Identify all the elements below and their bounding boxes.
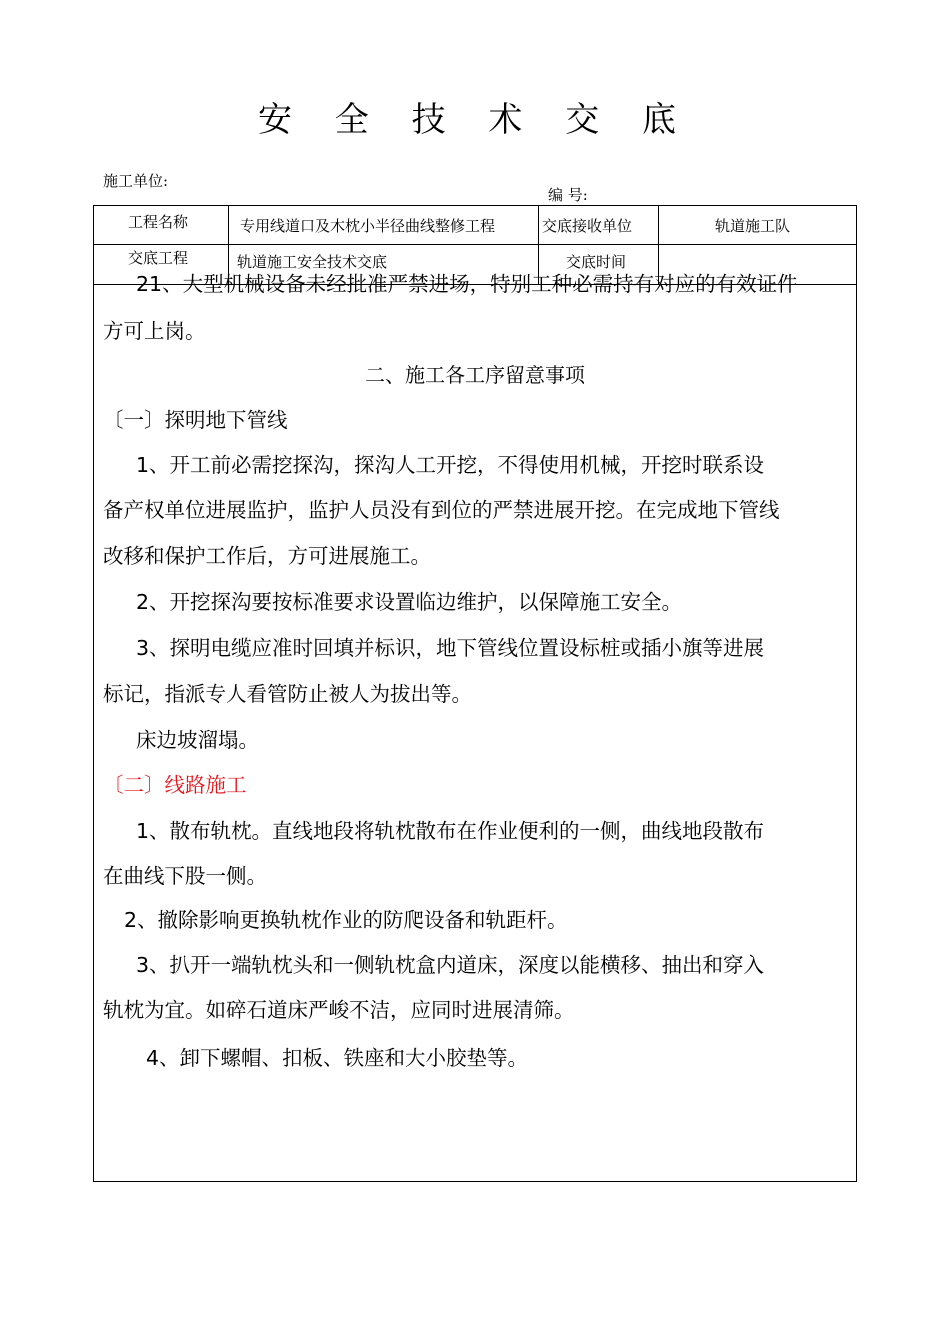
paragraph-1-tail: 床边坡溜塌。 xyxy=(136,728,259,752)
paragraph-2-3-line2: 轨枕为宜。如碎石道床严峻不洁，应同时进展清筛。 xyxy=(103,998,575,1022)
table-row-divider xyxy=(93,244,857,245)
paragraph-2-1-line1: 1、散布轨枕。直线地段将轨枕散布在作业便利的一侧，曲线地段散布 xyxy=(136,819,765,843)
project-name-value: 专用线道口及木枕小半径曲线整修工程 xyxy=(240,217,496,235)
project-name-label: 工程名称 xyxy=(128,213,189,231)
subsection-heading-1: 〔一〕探明地下管线 xyxy=(103,408,288,432)
item-21-line2: 方可上岗。 xyxy=(103,319,206,343)
document-number-label: 编 号: xyxy=(548,186,588,204)
paragraph-2-4: 4、卸下螺帽、扣板、铁座和大小胶垫等。 xyxy=(146,1046,529,1070)
work-label: 交底工程 xyxy=(128,249,189,267)
work-value: 轨道施工安全技术交底 xyxy=(237,253,388,271)
section-heading: 二、施工各工序留意事项 xyxy=(365,363,585,387)
paragraph-1-1-line3: 改移和保护工作后，方可进展施工。 xyxy=(103,544,431,568)
subsection-heading-2: 〔二〕线路施工 xyxy=(103,773,247,797)
paragraph-2-2: 2、撤除影响更换轨枕作业的防爬设备和轨距杆。 xyxy=(124,908,568,932)
paragraph-2-1-line2: 在曲线下股一侧。 xyxy=(103,864,267,888)
item-21-line1: 21、大型机械设备未经批准严禁进场，特别工种必需持有对应的有效证件 xyxy=(136,272,798,296)
paragraph-1-1-line2: 备产权单位进展监护，监护人员没有到位的严禁进展开挖。在完成地下管线 xyxy=(103,498,780,522)
paragraph-1-3-line1: 3、探明电缆应准时回填并标识，地下管线位置设标桩或插小旗等进展 xyxy=(136,636,765,660)
construction-unit-label: 施工单位: xyxy=(103,172,169,190)
paragraph-1-2: 2、开挖探沟要按标准要求设置临边维护，以保障施工安全。 xyxy=(136,590,683,614)
paragraph-1-3-line2: 标记，指派专人看管防止被人为拔出等。 xyxy=(103,682,472,706)
handover-time-label: 交底时间 xyxy=(566,253,627,271)
page-title: 安 全 技 术 交 底 xyxy=(257,100,693,140)
receiver-value: 轨道施工队 xyxy=(715,217,791,235)
receiver-label: 交底接收单位 xyxy=(542,217,633,235)
paragraph-2-3-line1: 3、扒开一端轨枕头和一侧轨枕盒内道床，深度以能横移、抽出和穿入 xyxy=(136,953,765,977)
paragraph-1-1-line1: 1、开工前必需挖探沟，探沟人工开挖，不得使用机械，开挖时联系设 xyxy=(136,453,765,477)
